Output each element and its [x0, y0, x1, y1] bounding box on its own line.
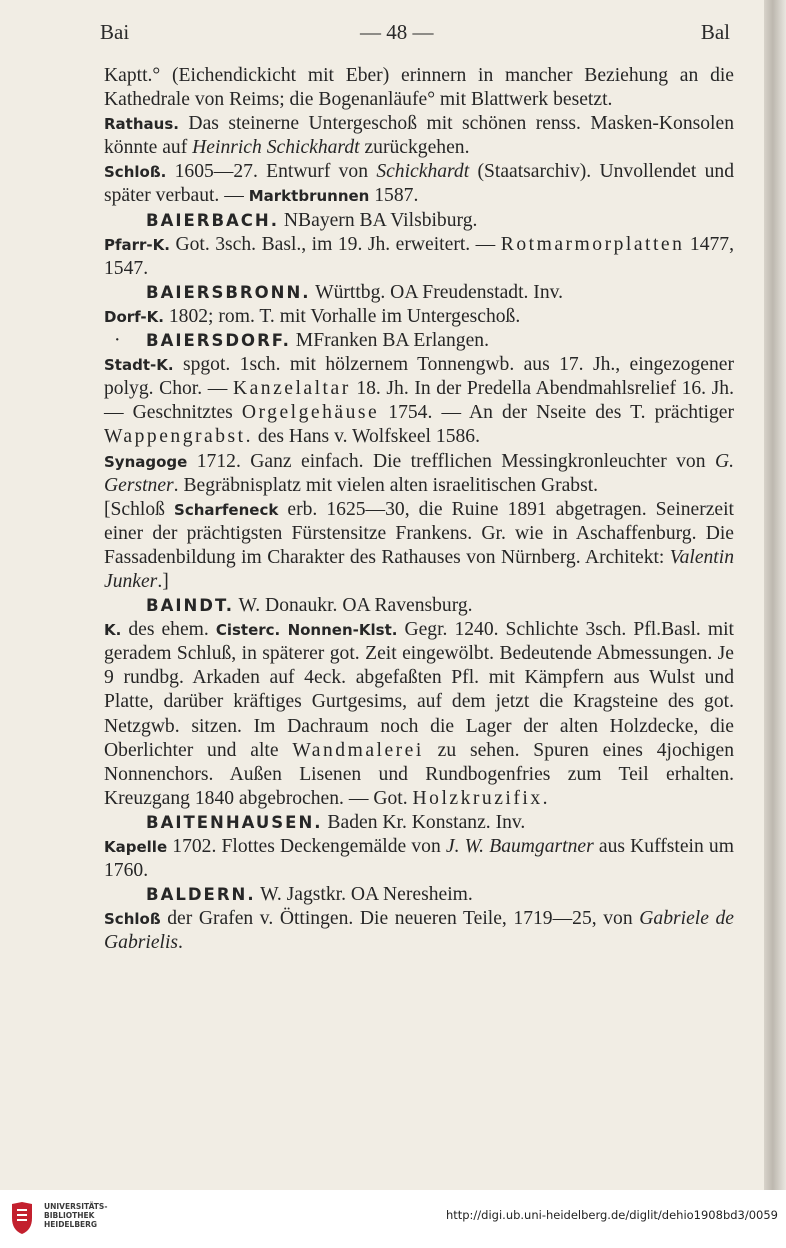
page-body [104, 64, 734, 955]
entry-kirche-baindt: K. des ehem. Cisterc. Nonnen-Klst. Gegr. 1240. Schlichte 3sch. Pfl.Basl. mit geradem Schluß, in späterer got. Zeit eingewölbt. Bedeutende Abmessungen. Je 9 rundbg. Arkaden auf 4eck. abgefaßten Pfl. mit Kämpfern aus Wulst und Platte, darüber kräftiges Gurtgesims, auf dem jetzt die Kragsteine des got. Netzgwb. sitzen. Im Dachraum noch die Lager der alten Holzdecke, die Oberlichter und alte Wandmalerei zu sehen. Spuren eines 4jochigen Nonnenchors. Außen Lisenen und Rundbogenfries zum Teil erhalten. Kreuzgang 1840 abgebrochen. — Got. Holzkruzifix. [104, 619, 734, 809]
entry-scharfeneck: [Schloß Scharfeneck erb. 1625—30, die Ruine 1891 abgetragen. Seinerzeit einer der prächtigsten Fürstensitze Frankens. Gr. wie in Aschaffenburg. Die Fassadenbildung im Charakter des Rathauses von Nürnberg. Architekt: Valentin Junker.] [104, 498, 734, 592]
entry-pfarrkirche: Pfarr-K. Got. 3sch. Basl., im 19. Jh. erweitert. — Rotmarmorplatten 1477, 1547. [104, 233, 734, 279]
library-name: UNIVERSITÄTS- BIBLIOTHEK HEIDELBERG [44, 1202, 108, 1229]
heading-baldern: BALDERN. W. Jagstkr. OA Neresheim. [146, 884, 473, 906]
heading-baiersbronn: BAIERSBRONN. Württbg. OA Freudenstadt. Inv. [146, 281, 564, 303]
entry-rathaus: Rathaus. Das steinerne Untergeschoß mit schönen renss. Masken-Konsolen könnte auf Heinrich Schickhardt zurückgehen. [104, 113, 734, 159]
entry-schloss: Schloß. 1605—27. Entwurf von Schickhardt (Staatsarchiv). Unvollendet und später verbaut. — Marktbrunnen 1587. [104, 161, 734, 207]
library-logo-icon [8, 1200, 36, 1236]
paragraph-kapitelle: Kaptt.° (Eichendickicht mit Eber) erinnern in mancher Beziehung an die Kathedrale von Reims; die Bogenanläufe° mit Blattwerk besetzt. [104, 65, 734, 111]
heading-baindt: BAINDT. W. Donaukr. OA Ravensburg. [146, 595, 473, 617]
entry-kapelle: Kapelle 1702. Flottes Deckengemälde von J. W. Baumgartner aus Kuffstein um 1760. [104, 836, 734, 882]
heading-baitenhausen: BAITENHAUSEN. Baden Kr. Konstanz. Inv. [146, 811, 526, 833]
header-left: Bai [100, 20, 130, 44]
margin-dot: · [114, 330, 121, 352]
entry-synagoge: Synagoge 1712. Ganz einfach. Die trefflichen Messingkronleuchter von G. Gerstner. Begräbnisplatz mit vielen alten israelitischen Grabst. [104, 450, 734, 496]
entry-schloss-baldern: Schloß der Grafen v. Öttingen. Die neueren Teile, 1719—25, von Gabriele de Gabrielis. [104, 908, 735, 954]
source-url-link[interactable]: http://digi.ub.uni-heidelberg.de/diglit/dehio1908bd3/0059 [445, 1208, 778, 1222]
page-edge-shadow [764, 0, 786, 1190]
running-header [100, 20, 730, 46]
heading-baiersdorf: · BAIERSDORF. MFranken BA Erlangen. [104, 329, 734, 353]
footer-bar [0, 1190, 786, 1248]
heading-baierbach: BAIERBACH. NBayern BA Vilsbiburg. [146, 209, 478, 231]
page-number: — 48 — [360, 20, 434, 44]
entry-dorfkirche: Dorf-K. 1802; rom. T. mit Vorhalle im Untergeschoß. [104, 305, 521, 327]
header-right: Bal [700, 20, 730, 44]
entry-stadtkirche: Stadt-K. spgot. 1sch. mit hölzernem Tonnengwb. aus 17. Jh., eingezogener polyg. Chor. — Kanzelaltar 18. Jh. In der Predella Abendmahlsrelief 16. Jh. — Geschnitztes Orgelgehäuse 1754. — An der Nseite des T. prächtiger Wappengrabst. des Hans v. Wolfskeel 1586. [104, 354, 734, 448]
